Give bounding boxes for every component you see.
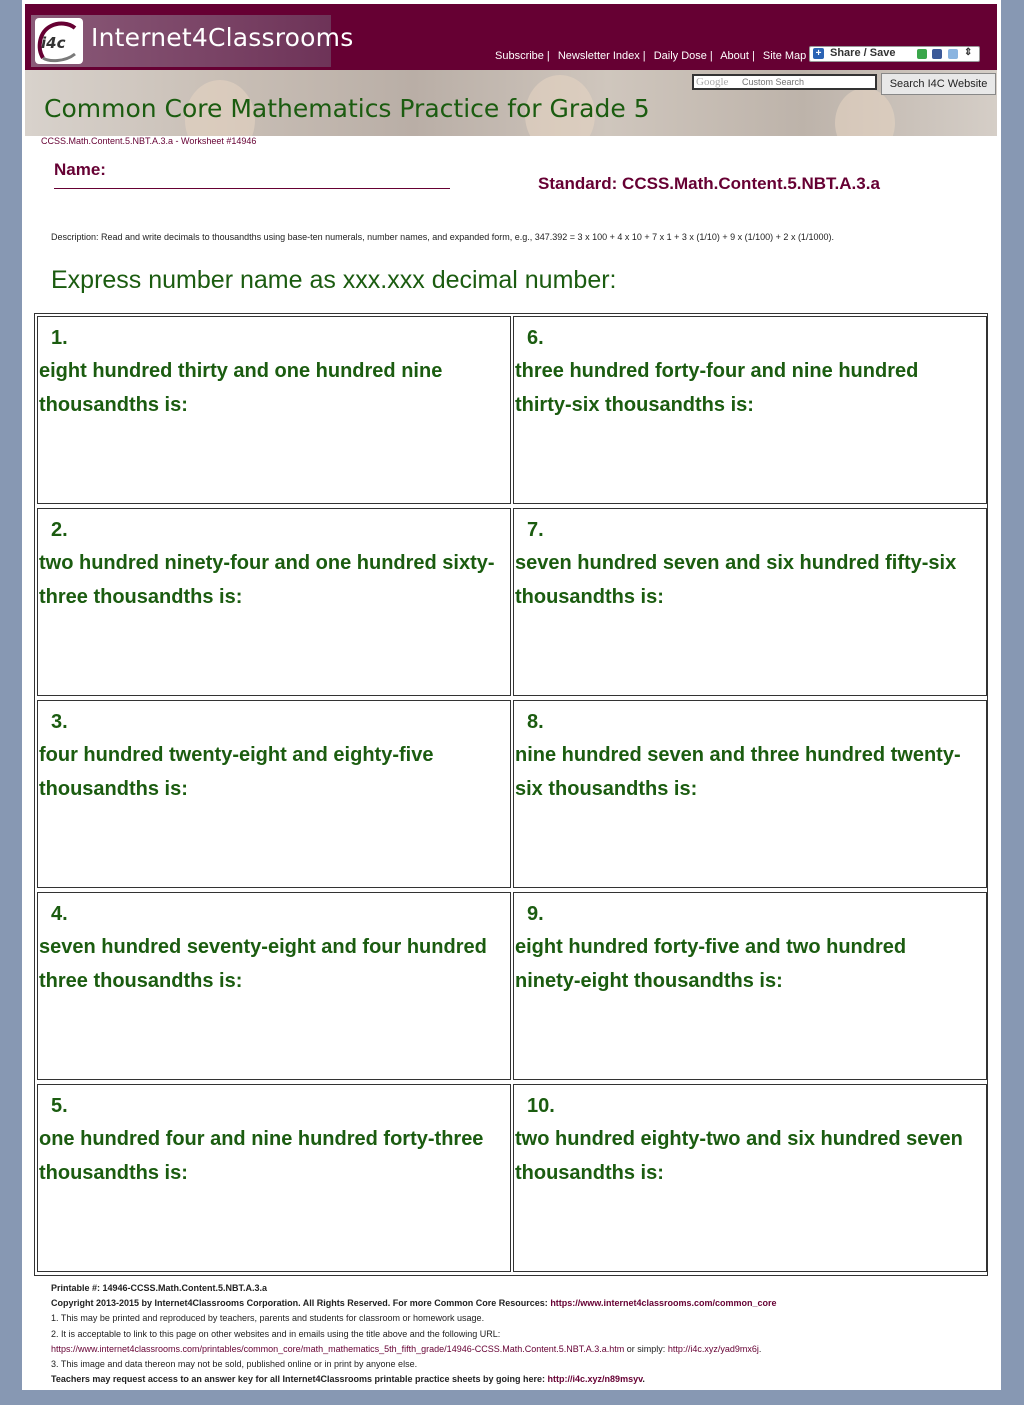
question-number: 2.	[51, 519, 68, 541]
question-cell	[37, 1084, 511, 1272]
nav-about[interactable]: About	[720, 50, 749, 62]
nav-newsletter-index[interactable]: Newsletter Index	[557, 50, 640, 62]
worksheet-id: CCSS.Math.Content.5.NBT.A.3.a - Worksheet #14946	[41, 136, 257, 146]
top-nav: Subscribe | Newsletter Index | Daily Dose | About | Site Map	[495, 50, 807, 62]
logo-swoosh-icon	[35, 18, 83, 64]
site-header	[25, 4, 997, 70]
header-banner	[25, 70, 997, 136]
question-cell	[37, 892, 511, 1080]
search-button[interactable]: Search I4C Website	[881, 73, 996, 95]
question-number: 8.	[527, 711, 544, 733]
question-text: two hundred eighty-two and six hundred seven thousandths is:	[515, 1128, 963, 1184]
copyright-text: Copyright 2013-2015 by Internet4Classrooms Corporation. All Rights Reserved. For more Common Core Resources:	[51, 1298, 548, 1309]
standard-label: Standard: CCSS.Math.Content.5.NBT.A.3.a	[538, 174, 880, 193]
footer-note-2: 2. It is acceptable to link to this page on other websites and in emails using the title above and the following URL:	[51, 1328, 501, 1339]
question-number: 1.	[51, 327, 68, 349]
description: Description: Read and write decimals to thousandths using base-ten numerals, number names, and expanded form, e.g., 347.392 = 3 x 100 + 4 x 10 + 7 x 1 + 3 x (1/10) + 9 x (1/100) + 2 x (1/1000).	[51, 232, 834, 242]
question-text: eight hundred forty-five and two hundred ninety-eight thousandths is:	[515, 936, 907, 992]
question-cell	[513, 700, 987, 888]
question-cell	[37, 316, 511, 504]
answer-key-text: Teachers may request access to an answer key for all Internet4Classrooms printable practice sheets by going here:	[51, 1374, 546, 1385]
nav-daily-dose[interactable]: Daily Dose	[653, 50, 707, 62]
question-number: 7.	[527, 519, 544, 541]
share-expand-icon[interactable]: ⇕	[964, 47, 973, 58]
facebook-icon[interactable]	[932, 49, 942, 59]
question-number: 10.	[527, 1095, 555, 1117]
email-share-icon[interactable]	[917, 49, 927, 59]
google-logo: Google	[696, 76, 729, 88]
share-save-button[interactable]	[809, 46, 980, 62]
share-plus-icon: +	[813, 48, 824, 59]
common-core-link[interactable]: https://www.internet4classrooms.com/common_core	[550, 1298, 777, 1309]
question-text: eight hundred thirty and one hundred nine thousandths is:	[39, 360, 443, 416]
footer: Printable #: 14946-CCSS.Math.Content.5.NBT.A.3.a Copyright 2013-2015 by Internet4Classrooms Corporation. All Rights Reserved. For more Common Core Resources: https://www.internet4classrooms.com/common_core 1. This may be printed and reproduced by teachers, parents and students for classroom or homework usage. 2. It is acceptable to link to this page on other websites and in emails using the title above and the following URL: https://www.internet4classrooms.com/printables/common_core/math_mathematics_5th_fifth_grade/14946-CCSS.Math.Content.5.NBT.A.3.a.htm or simply: http://i4c.xyz/yad9mx6j. 3. This image and data thereon may not be sold, published online or in print by anyone else. Teachers may request access to an answer key for all Internet4Classrooms printable practice sheets by going here: http://i4c.xyz/n89msyv.	[51, 1281, 991, 1387]
question-grid	[34, 313, 988, 1276]
question-number: 9.	[527, 903, 544, 925]
question-text: two hundred ninety-four and one hundred sixty-three thousandths is:	[39, 552, 495, 608]
logo-badge-text: i4c	[41, 34, 66, 52]
answer-key-link[interactable]: http://i4c.xyz/n89msyv	[547, 1374, 643, 1385]
question-number: 3.	[51, 711, 68, 733]
name-line	[54, 188, 450, 189]
question-text: nine hundred seven and three hundred twenty-six thousandths is:	[515, 744, 961, 800]
question-number: 6.	[527, 327, 544, 349]
question-number: 5.	[51, 1095, 68, 1117]
question-text: seven hundred seven and six hundred fifty-six thousandths is:	[515, 552, 957, 608]
footer-note-3: 3. This image and data thereon may not be sold, published online or in print by anyone else.	[51, 1359, 418, 1370]
question-text: three hundred forty-four and nine hundred thirty-six thousandths is:	[515, 360, 919, 416]
logo-text: Internet4Classrooms	[91, 23, 354, 52]
nav-subscribe[interactable]: Subscribe	[495, 50, 544, 62]
question-text: one hundred four and nine hundred forty-three thousandths is:	[39, 1128, 484, 1184]
question-cell	[37, 700, 511, 888]
worksheet-url-link[interactable]: https://www.internet4classrooms.com/printables/common_core/math_mathematics_5th_fifth_grade/14946-CCSS.Math.Content.5.NBT.A.3.a.htm	[51, 1343, 625, 1354]
twitter-icon[interactable]	[948, 49, 958, 59]
question-text: four hundred twenty-eight and eighty-five thousandths is:	[39, 744, 434, 800]
question-cell	[513, 1084, 987, 1272]
banner-photo	[835, 88, 895, 136]
logo-badge	[35, 18, 83, 64]
share-label: Share / Save	[830, 47, 896, 59]
question-text: seven hundred seventy-eight and four hundred three thousandths is:	[39, 936, 487, 992]
question-cell	[513, 508, 987, 696]
question-number: 4.	[51, 903, 68, 925]
name-label: Name:	[54, 160, 106, 179]
page-title: Common Core Mathematics Practice for Grade 5	[44, 94, 650, 123]
nav-site-map[interactable]: Site Map	[762, 50, 807, 62]
printable-number: Printable #: 14946-CCSS.Math.Content.5.NBT.A.3.a	[51, 1283, 268, 1293]
site-logo[interactable]	[31, 15, 354, 67]
page	[22, 0, 1001, 1390]
instruction-heading: Express number name as xxx.xxx decimal number:	[51, 266, 617, 294]
footer-note-1: 1. This may be printed and reproduced by teachers, parents and students for classroom or homework usage.	[51, 1313, 485, 1324]
question-cell	[513, 892, 987, 1080]
short-url-link[interactable]: http://i4c.xyz/yad9mx6j	[667, 1343, 759, 1354]
question-cell	[37, 508, 511, 696]
or-simply-text: or simply:	[626, 1343, 666, 1354]
question-cell	[513, 316, 987, 504]
